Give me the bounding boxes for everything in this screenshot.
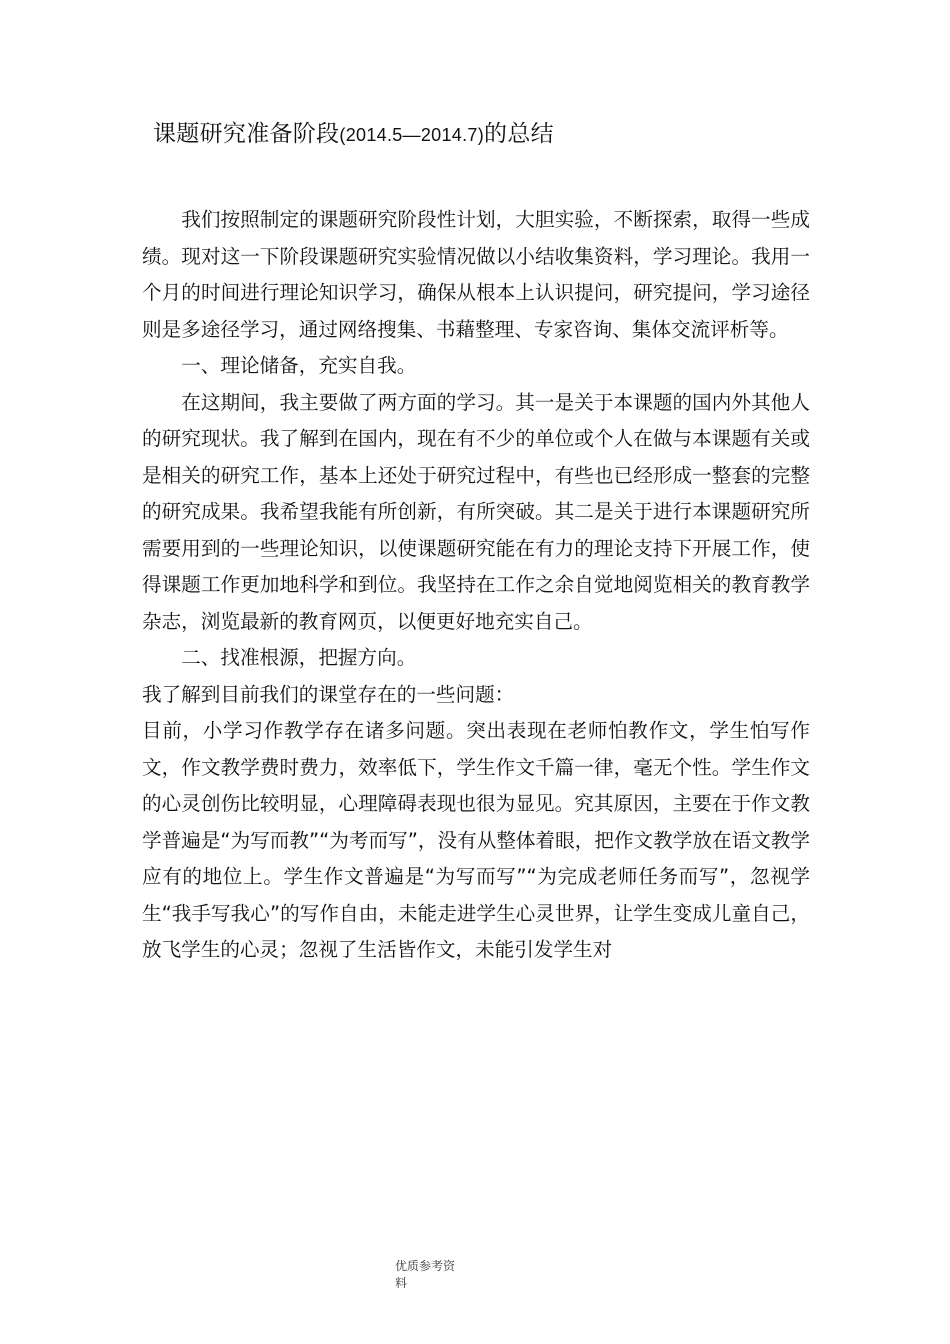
title-tail: 的总结 xyxy=(484,121,554,147)
page-title xyxy=(153,116,554,153)
paragraph-problems: 目前，小学习作教学存在诸多问题。突出表现在老师怕教作文，学生怕写作文，作文教学费时费力，效率低下，学生作文千篇一律，毫无个性。学生作文的心灵创伤比较明显，心理障碍表现也很为显见。究其原因，主要在于作文教学普遍是“为写而教”“为考而写”，没有从整体着眼，把作文教学放在语文教学应有的地位上。学生作文普遍是“为写而写”“为完成老师任务而写”，忽视学生“我手写我心”的写作自由，未能走进学生心灵世界，让学生变成儿童自己，放飞学生的心灵；忽视了生活皆作文，未能引发学生对 xyxy=(142,719,810,961)
page-footer: 优质参考资料 xyxy=(395,1259,456,1290)
section-heading-1: 一、理论储备，充实自我。 xyxy=(181,354,417,377)
paragraph-problems-lead: 我了解到目前我们的课堂存在的一些问题： xyxy=(142,682,515,706)
paragraph-intro: 我们按照制定的课题研究阶段性计划，大胆实验，不断探索，取得一些成绩。现对这一下阶段课题研究实验情况做以小结收集资料，学习理论。我用一个月的时间进行理论知识学习，确保从根本上认识提问，研究提问，学习途径则是多途径学习，通过网络搜集、书藉整理、专家咨询、集体交流评析等。 xyxy=(142,208,810,341)
section-heading-2: 二、找准根源，把握方向。 xyxy=(181,646,417,669)
title-main: 课题研究准备阶段 xyxy=(153,121,340,147)
paragraph-section-1: 在这期间，我主要做了两方面的学习。其一是关于本课题的国内外其他人的研究现状。我了解到在国内，现在有不少的单位或个人在做与本课题有关或是相关的研究工作，基本上还处于研究过程中，有些也已经形成一整套的完整的研究成果。我希望我能有所创新，有所突破。其二是关于进行本课题研究所需要用到的一些理论知识，以使课题研究能在有力的理论支持下开展工作，使得课题工作更加地科学和到位。我坚持在工作之余自觉地阅览相关的教育教学杂志，浏览最新的教育网页，以便更好地充实自己。 xyxy=(142,390,810,633)
title-date-range: (2014.5—2014.7) xyxy=(339,125,485,145)
document-body xyxy=(142,202,810,969)
